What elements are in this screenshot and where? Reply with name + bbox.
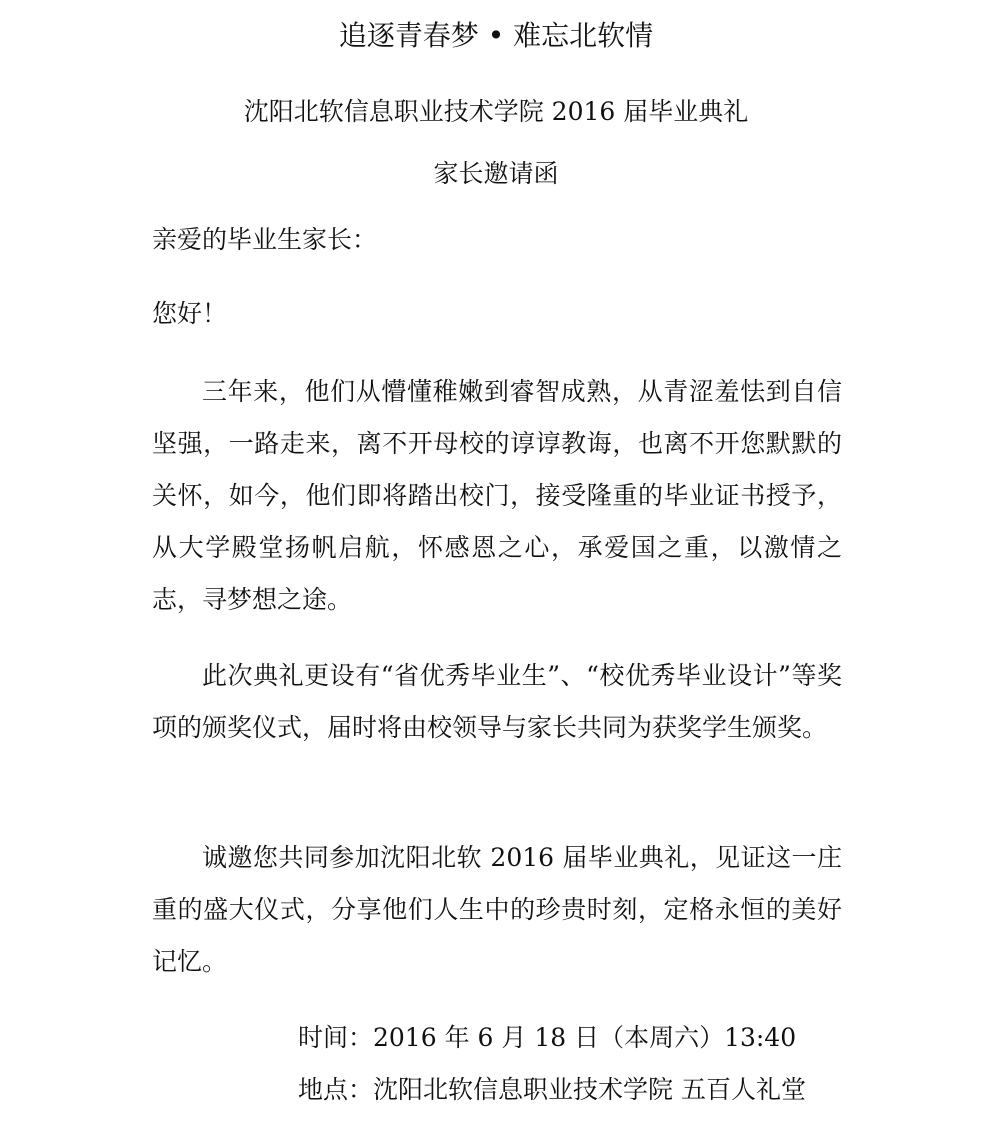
event-time: 时间：2016 年 6 月 18 日（本周六）13:40 [298, 1023, 797, 1052]
slogan-heading: 追逐青春梦 • 难忘北软情 [338, 19, 654, 52]
paragraph-awards: 此次典礼更设有“省优秀毕业生”、“校优秀毕业设计”等奖项的颁奖仪式，届时将由校领导与家长共同为获奖学生颁奖。 [152, 661, 842, 742]
hello-line: 您好！ [152, 299, 228, 328]
paragraph-growth: 三年来，他们从懵懂稚嫩到睿智成熟，从青涩羞怯到自信坚强，一路走来，离不开母校的谆谆教诲，也离不开您默默的关怀，如今，他们即将踏出校门，接受隆重的毕业证书授予，从大学殿堂扬帆启航，怀感恩之心，承爱国之重，以激情之志，寻梦想之途。 [152, 377, 842, 614]
salutation: 亲爱的毕业生家长： [152, 225, 378, 254]
event-title: 沈阳北软信息职业技术学院 2016 届毕业典礼 [243, 97, 749, 126]
invitation-title: 家长邀请函 [433, 159, 559, 188]
paragraph-invitation: 诚邀您共同参加沈阳北软 2016 届毕业典礼，见证这一庄重的盛大仪式，分享他们人生中的珍贵时刻，定格永恒的美好记忆。 [152, 843, 842, 976]
event-location: 地点：沈阳北软信息职业技术学院 五百人礼堂 [298, 1075, 806, 1104]
